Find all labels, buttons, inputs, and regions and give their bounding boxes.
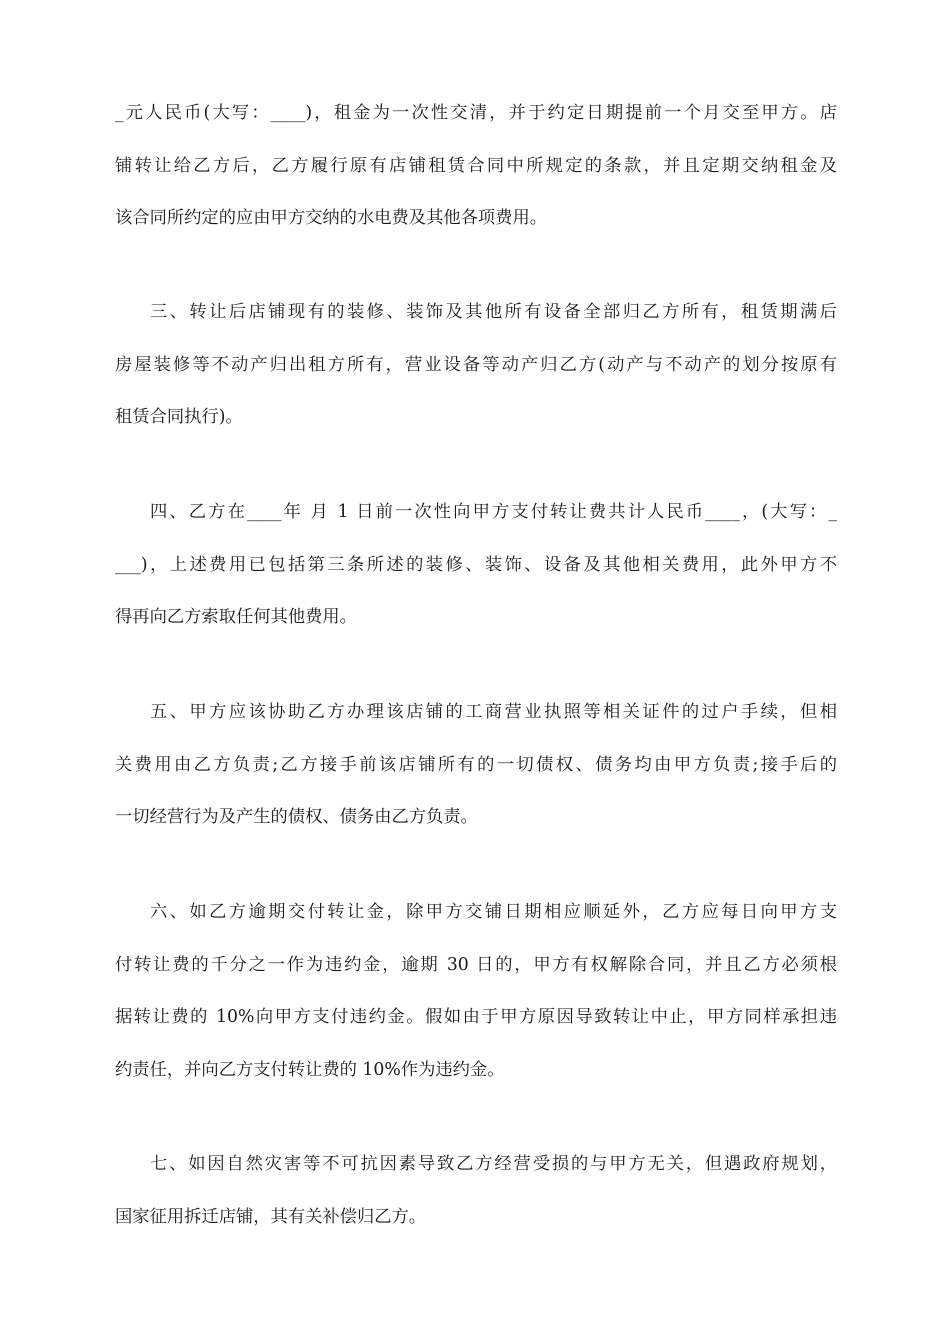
clause-5-paragraph: [115, 697, 837, 855]
text-line: 房屋装修等不动产归出租方所有，营业设备等动产归乙方(动产与不动产的划分按原有: [115, 354, 837, 375]
text-line: 关费用由乙方负责;乙方接手前该店铺所有的一切债权、债务均由甲方负责;接手后的: [115, 754, 837, 775]
text-line: 付转让费的千分之一作为违约金，逾期 30 日的，甲方有权解除合同，并且乙方必须根: [115, 954, 837, 975]
text-line: 七、如因自然灾害等不可抗因素导致乙方经营受损的与甲方无关，但遇政府规划，: [150, 1154, 837, 1174]
text-line: ___)，上述费用已包括第三条所述的装修、装饰、设备及其他相关费用，此外甲方不: [115, 554, 837, 575]
text-line: 一切经营行为及产生的债权、债务由乙方负责。: [115, 807, 478, 828]
text-line: 三、转让后店铺现有的装修、装饰及其他所有设备全部归乙方所有，租赁期满后: [150, 302, 837, 322]
clause-2-continuation: [115, 98, 837, 256]
text-line: 六、如乙方逾期交付转让金，除甲方交铺日期相应顺延外，乙方应每日向甲方支: [150, 902, 837, 922]
text-line: 四、乙方在____年 月 1 日前一次性向甲方支付转让费共计人民币____，(大写：_: [150, 502, 837, 522]
text-line: 据转让费的 10%向甲方支付违约金。假如由于甲方原因导致转让中止，甲方同样承担违: [115, 1007, 837, 1028]
clause-7-paragraph: [115, 1149, 837, 1254]
text-line: 该合同所约定的应由甲方交纳的水电费及其他各项费用。: [115, 208, 548, 229]
text-line: _元人民币(大写：____)，租金为一次性交清，并于约定日期提前一个月交至甲方。店: [115, 103, 837, 123]
text-line: 租赁合同执行)。: [115, 407, 243, 428]
clause-4-paragraph: [115, 497, 837, 655]
text-line: 铺转让给乙方后，乙方履行原有店铺租赁合同中所规定的条款，并且定期交纳租金及: [115, 155, 837, 176]
clause-6-paragraph: [115, 897, 837, 1108]
clause-3-paragraph: [115, 297, 837, 455]
text-line: 五、甲方应该协助乙方办理该店铺的工商营业执照等相关证件的过户手续，但相: [150, 702, 837, 722]
text-line: 得再向乙方索取任何其他费用。: [115, 607, 357, 628]
text-line: 约责任，并向乙方支付转让费的 10%作为违约金。: [115, 1060, 505, 1081]
text-line: 国家征用拆迁店铺，其有关补偿归乙方。: [115, 1206, 427, 1227]
